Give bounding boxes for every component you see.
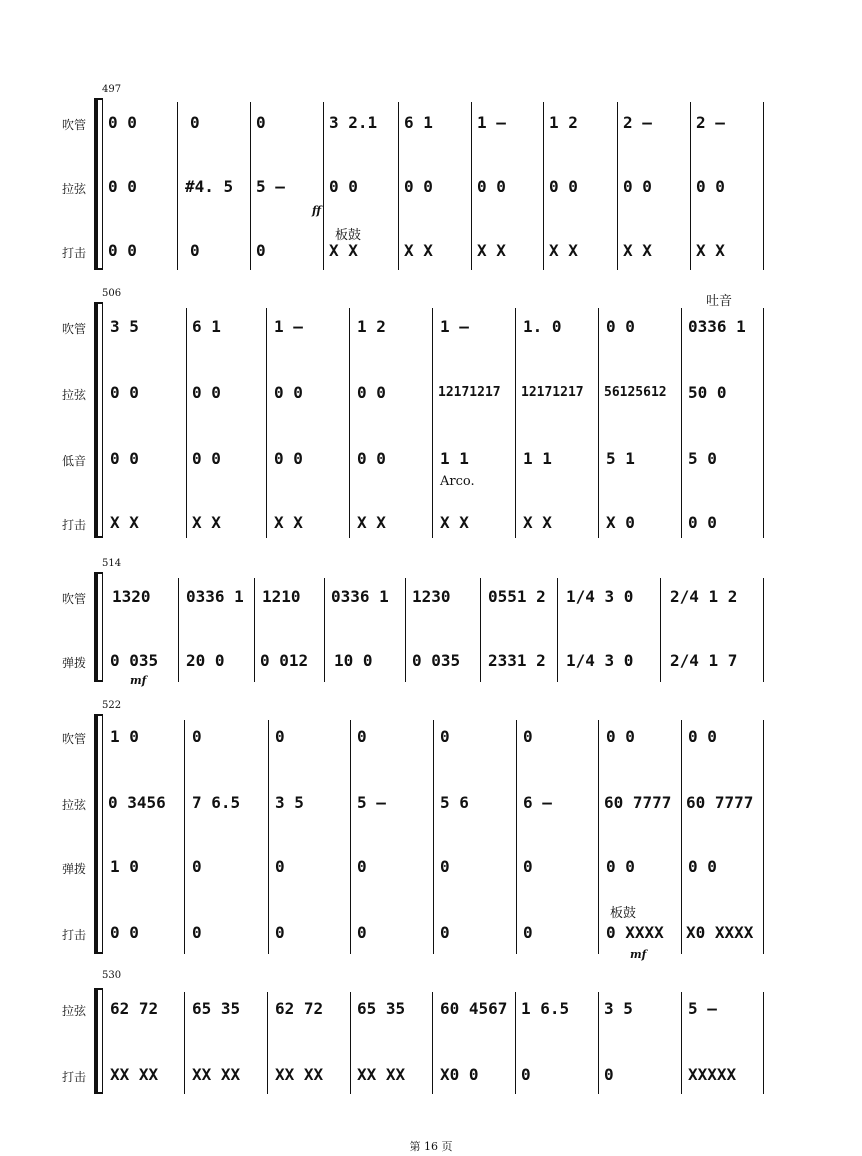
measure: 0 0 (110, 449, 139, 468)
measure: 1 2 (549, 113, 578, 132)
system-bracket (94, 714, 98, 954)
measure: 12171217 (521, 385, 584, 400)
barline (763, 992, 764, 1094)
barline (557, 578, 558, 682)
annotation: 板鼓 (335, 228, 362, 243)
barline (254, 578, 255, 682)
measure: 62 72 (275, 999, 324, 1018)
barline (660, 578, 661, 682)
system-522 (0, 698, 862, 960)
system-line (102, 572, 103, 682)
measure: #4. 5 (185, 177, 234, 196)
barline (681, 992, 682, 1094)
measure: 0 0 (606, 857, 635, 876)
measure: 10 0 (334, 651, 373, 670)
measure: 0 (357, 857, 367, 876)
measure: 1230 (412, 587, 451, 606)
measure: 3 5 (275, 793, 304, 812)
system-497 (0, 82, 862, 272)
measure: 0 0 (108, 177, 137, 196)
measure: X X (477, 241, 506, 260)
measure: 6 – (523, 793, 552, 812)
measure: 0 (192, 857, 202, 876)
annotation: 吐音 (706, 294, 733, 309)
measure: 0 (604, 1065, 614, 1084)
measure: 5 – (357, 793, 386, 812)
barline (349, 308, 350, 538)
barline (598, 720, 599, 954)
measure: 6 1 (192, 317, 221, 336)
barline (184, 992, 185, 1094)
measure: 0 (440, 857, 450, 876)
barline (763, 102, 764, 270)
measure: 0 (275, 923, 285, 942)
measure: 0 0 (688, 727, 717, 746)
measure: 0 012 (260, 651, 309, 670)
staff-label: 拉弦 (62, 1004, 87, 1018)
staff-label: 吹管 (62, 118, 87, 132)
measure: 1 0 (110, 727, 139, 746)
measure: 0 0 (688, 857, 717, 876)
measure: X X (110, 513, 139, 532)
measure: 0 (357, 923, 367, 942)
measure: 0 (190, 241, 200, 260)
measure: 1. 0 (523, 317, 562, 336)
measure-number: 514 (102, 558, 122, 569)
measure: 6 1 (404, 113, 433, 132)
measure: 56125612 (604, 385, 667, 400)
barline (598, 992, 599, 1094)
measure: 0 0 (110, 383, 139, 402)
barline (268, 720, 269, 954)
measure: 1 – (274, 317, 303, 336)
measure: 2/4 1 2 (670, 587, 738, 606)
measure: 5 0 (688, 449, 717, 468)
dynamic-marking: mf (630, 948, 647, 961)
barline (433, 720, 434, 954)
barline (763, 720, 764, 954)
barline (323, 102, 324, 270)
measure: XXXXX (688, 1065, 737, 1084)
measure: 0 0 (623, 177, 652, 196)
barline (617, 102, 618, 270)
measure: 2331 2 (488, 651, 546, 670)
measure: 2/4 1 7 (670, 651, 738, 670)
barline (681, 720, 682, 954)
measure: 0 0 (274, 383, 303, 402)
measure: 0 0 (108, 113, 137, 132)
measure: 0 0 (329, 177, 358, 196)
measure: 0 (256, 113, 266, 132)
measure: 0 0 (357, 383, 386, 402)
measure: 1210 (262, 587, 301, 606)
measure: X0 XXXX (686, 923, 754, 942)
measure: X X (357, 513, 386, 532)
measure: 5 – (256, 177, 285, 196)
measure: 0 (523, 727, 533, 746)
measure: X X (440, 513, 469, 532)
measure: 0 0 (192, 383, 221, 402)
system-line (102, 302, 103, 538)
measure: XX XX (110, 1065, 159, 1084)
barline (405, 578, 406, 682)
measure: 0 3456 (108, 793, 166, 812)
measure: 7 6.5 (192, 793, 241, 812)
staff-label: 低音 (62, 454, 87, 468)
measure: 65 35 (357, 999, 406, 1018)
annotation: 板鼓 (610, 906, 637, 921)
barline (432, 992, 433, 1094)
staff-label: 吹管 (62, 592, 87, 606)
measure: 0336 1 (688, 317, 746, 336)
barline (471, 102, 472, 270)
measure: 50 0 (688, 383, 727, 402)
staff-label: 打击 (62, 518, 87, 532)
measure: X 0 (606, 513, 635, 532)
system-line (102, 98, 103, 270)
measure: 0 (256, 241, 266, 260)
barline (432, 308, 433, 538)
measure-number: 530 (102, 970, 122, 981)
measure: 0 0 (688, 513, 717, 532)
measure: 0 0 (192, 449, 221, 468)
barline (690, 102, 691, 270)
measure: 0 (192, 727, 202, 746)
barline (324, 578, 325, 682)
barline (186, 308, 187, 538)
barline (250, 102, 251, 270)
system-line (102, 714, 103, 954)
measure: 1320 (112, 587, 151, 606)
measure: X X (274, 513, 303, 532)
measure: XX XX (357, 1065, 406, 1084)
measure: 0 (521, 1065, 531, 1084)
measure: 0 0 (549, 177, 578, 196)
measure: 1/4 3 0 (566, 651, 634, 670)
measure: 0336 1 (186, 587, 244, 606)
measure: 3 5 (604, 999, 633, 1018)
measure: 65 35 (192, 999, 241, 1018)
barline (515, 308, 516, 538)
measure: 0551 2 (488, 587, 546, 606)
measure: 1 6.5 (521, 999, 570, 1018)
staff-label: 吹管 (62, 322, 87, 336)
measure: X X (696, 241, 725, 260)
measure: 0 (440, 923, 450, 942)
measure: X X (623, 241, 652, 260)
staff-label: 打击 (62, 246, 87, 260)
system-bracket (94, 988, 98, 1094)
barline (178, 578, 179, 682)
barline (681, 308, 682, 538)
measure: X0 0 (440, 1065, 479, 1084)
measure: 1 1 (523, 449, 552, 468)
system-530 (0, 968, 862, 1098)
barline (516, 720, 517, 954)
barline (598, 308, 599, 538)
measure: 0 0 (110, 923, 139, 942)
measure: 2 – (696, 113, 725, 132)
system-bracket (94, 98, 98, 270)
measure: X X (329, 241, 358, 260)
measure: 3 5 (110, 317, 139, 336)
barline (266, 308, 267, 538)
measure: 1 1 (440, 449, 469, 468)
measure-number: 497 (102, 84, 122, 95)
measure: 0 0 (696, 177, 725, 196)
measure: 0 (357, 727, 367, 746)
measure: 62 72 (110, 999, 159, 1018)
measure: 0336 1 (331, 587, 389, 606)
measure: 1 – (477, 113, 506, 132)
measure: 0 (275, 727, 285, 746)
measure-number: 506 (102, 288, 122, 299)
measure: 5 1 (606, 449, 635, 468)
measure-number: 522 (102, 700, 122, 711)
staff-label: 拉弦 (62, 798, 87, 812)
measure: 2 – (623, 113, 652, 132)
system-514 (0, 556, 862, 686)
barline (480, 578, 481, 682)
barline (515, 992, 516, 1094)
measure: 1 – (440, 317, 469, 336)
measure: 5 – (688, 999, 717, 1018)
staff-label: 打击 (62, 1070, 87, 1084)
measure: 3 2.1 (329, 113, 378, 132)
measure: 0 0 (357, 449, 386, 468)
measure: X X (549, 241, 578, 260)
annotation: Arco. (440, 474, 475, 489)
measure: 0 XXXX (606, 923, 664, 942)
measure: 0 (192, 923, 202, 942)
staff-label: 弹拨 (62, 656, 87, 670)
measure: 1 0 (110, 857, 139, 876)
measure: 5 6 (440, 793, 469, 812)
dynamic-marking: mf (130, 674, 147, 687)
measure: 12171217 (438, 385, 501, 400)
measure: 0 0 (606, 317, 635, 336)
barline (350, 992, 351, 1094)
page-number: 第 16 页 (409, 1140, 453, 1153)
measure: XX XX (192, 1065, 241, 1084)
measure: 0 0 (274, 449, 303, 468)
measure: 20 0 (186, 651, 225, 670)
staff-label: 弹拨 (62, 862, 87, 876)
system-bracket (94, 302, 98, 538)
staff-label: 拉弦 (62, 388, 87, 402)
barline (177, 102, 178, 270)
measure: 0 (523, 923, 533, 942)
measure: XX XX (275, 1065, 324, 1084)
staff-label: 打击 (62, 928, 87, 942)
barline (398, 102, 399, 270)
measure: 0 0 (606, 727, 635, 746)
barline (267, 992, 268, 1094)
measure: 0 0 (404, 177, 433, 196)
barline (763, 578, 764, 682)
measure: 0 (440, 727, 450, 746)
measure: 0 035 (110, 651, 159, 670)
measure: 0 (190, 113, 200, 132)
system-bracket (94, 572, 98, 682)
barline (350, 720, 351, 954)
system-506 (0, 286, 862, 542)
measure: 60 7777 (604, 793, 672, 812)
measure: 60 4567 (440, 999, 508, 1018)
measure: 1 2 (357, 317, 386, 336)
measure: 1/4 3 0 (566, 587, 634, 606)
barline (543, 102, 544, 270)
measure: 0 (275, 857, 285, 876)
system-line (102, 988, 103, 1094)
measure: 60 7777 (686, 793, 754, 812)
measure: 0 0 (108, 241, 137, 260)
measure: X X (523, 513, 552, 532)
measure: 0 0 (477, 177, 506, 196)
staff-label: 拉弦 (62, 182, 87, 196)
staff-label: 吹管 (62, 732, 87, 746)
barline (184, 720, 185, 954)
measure: X X (404, 241, 433, 260)
dynamic-marking: ff (312, 204, 322, 217)
measure: X X (192, 513, 221, 532)
measure: 0 035 (412, 651, 461, 670)
measure: 0 (523, 857, 533, 876)
barline (763, 308, 764, 538)
